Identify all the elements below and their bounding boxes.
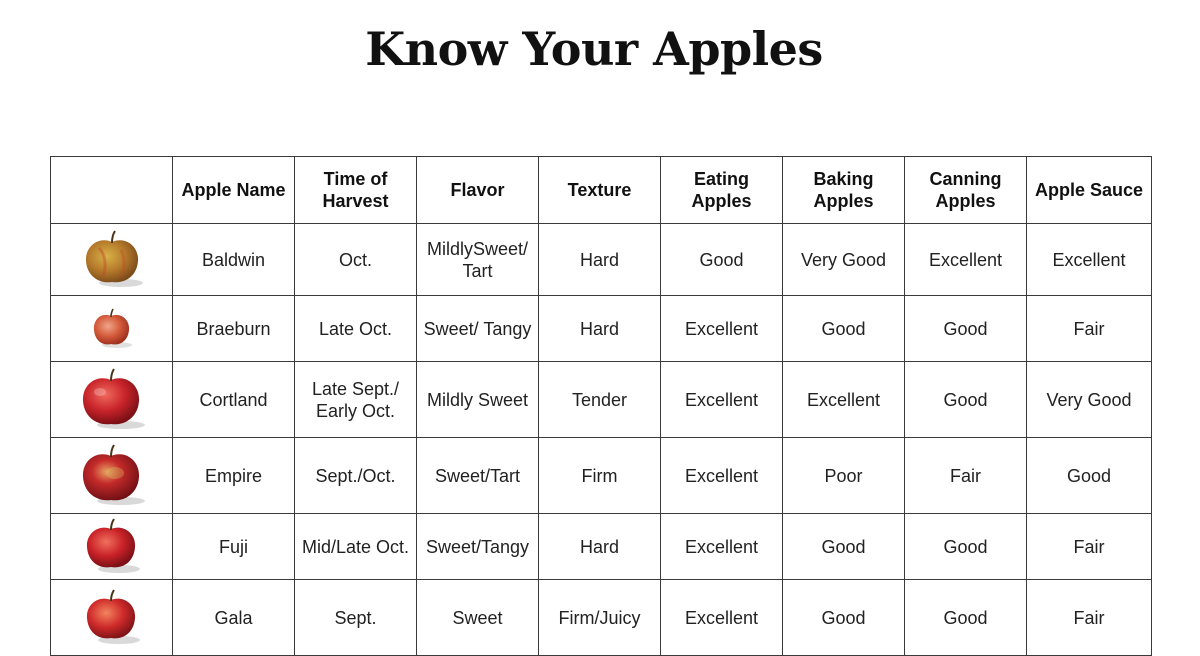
header-apple-name: [173, 157, 295, 224]
canning-cell: Good: [905, 514, 1027, 580]
texture-cell: Firm: [539, 438, 661, 514]
header-line: Apples: [935, 191, 996, 211]
cell-line: Mildly Sweet: [426, 389, 529, 410]
baking-cell: Very Good: [783, 224, 905, 296]
apple-name-cell: Braeburn: [173, 296, 295, 362]
baking-cell: Excellent: [783, 362, 905, 438]
apple-name-cell: Fuji: [173, 514, 295, 580]
flavor-cell: [417, 296, 539, 362]
flavor-cell: [417, 362, 539, 438]
eating-cell: Excellent: [661, 362, 783, 438]
texture-cell: Tender: [539, 362, 661, 438]
header-canning-apples: [905, 157, 1027, 224]
apple-name-cell: Cortland: [173, 362, 295, 438]
flavor-cell: [417, 580, 539, 656]
cell-line: MildlySweet/: [426, 238, 529, 259]
header-time-of-harvest: [295, 157, 417, 224]
cell-line: Sweet/Tart: [434, 465, 521, 486]
apple-image-cell: [51, 362, 173, 438]
header-apple-sauce: [1027, 157, 1152, 224]
harvest-cell: [295, 296, 417, 362]
texture-cell: Firm/Juicy: [539, 580, 661, 656]
baking-cell: Good: [783, 580, 905, 656]
header-line: Apples: [691, 191, 752, 211]
harvest-cell: [295, 224, 417, 296]
sauce-cell: Fair: [1027, 580, 1152, 656]
harvest-cell: [295, 362, 417, 438]
baking-cell: Good: [783, 514, 905, 580]
header-image: [51, 157, 173, 224]
cell-line: Sept./Oct.: [315, 465, 396, 486]
eating-cell: Excellent: [661, 438, 783, 514]
sauce-cell: Fair: [1027, 514, 1152, 580]
cell-line: Sweet/Tangy: [425, 536, 530, 557]
harvest-cell: [295, 438, 417, 514]
apple-fuji-icon: [79, 517, 145, 577]
table-row: [51, 224, 1152, 296]
eating-cell: Excellent: [661, 296, 783, 362]
cell-line: Sweet/ Tangy: [423, 318, 532, 339]
header-line: Flavor: [450, 180, 505, 200]
texture-cell: Hard: [539, 514, 661, 580]
baking-cell: Good: [783, 296, 905, 362]
page-title: Know Your Apples: [365, 22, 823, 76]
texture-cell: Hard: [539, 224, 661, 296]
header-texture: [539, 157, 661, 224]
header-eating-apples: [661, 157, 783, 224]
apple-image-cell: [51, 438, 173, 514]
table-row: [51, 296, 1152, 362]
apple-table: [50, 156, 1152, 656]
apple-image-cell: [51, 514, 173, 580]
flavor-cell: [417, 438, 539, 514]
flavor-cell: [417, 224, 539, 296]
apple-braeburn-icon: [87, 307, 137, 351]
apple-empire-icon: [75, 443, 149, 509]
header-flavor: [417, 157, 539, 224]
apple-image-cell: [51, 296, 173, 362]
harvest-cell: [295, 514, 417, 580]
harvest-cell: [295, 580, 417, 656]
apple-image-cell: [51, 224, 173, 296]
table-header-row: [51, 157, 1152, 224]
apple-name-cell: Baldwin: [173, 224, 295, 296]
cell-line: Sept.: [334, 607, 377, 628]
cell-line: Oct.: [338, 249, 372, 270]
cell-line: Late Oct.: [318, 318, 393, 339]
eating-cell: Excellent: [661, 580, 783, 656]
canning-cell: Good: [905, 296, 1027, 362]
header-line: Apple Name: [181, 180, 286, 200]
sauce-cell: Fair: [1027, 296, 1152, 362]
header-line: Baking: [813, 169, 874, 189]
header-line: Canning: [929, 169, 1002, 189]
cell-line: Tart: [462, 260, 493, 281]
cell-line: Mid/Late Oct.: [301, 536, 410, 557]
header-line: Time of: [323, 169, 388, 189]
header-line: Texture: [567, 180, 632, 200]
apple-name-cell: Empire: [173, 438, 295, 514]
apple-table-container: [50, 156, 1151, 656]
sauce-cell: Very Good: [1027, 362, 1152, 438]
apple-baldwin-icon: [77, 228, 147, 292]
canning-cell: Good: [905, 362, 1027, 438]
cell-line: Sweet: [452, 607, 503, 628]
table-row: [51, 362, 1152, 438]
eating-cell: Good: [661, 224, 783, 296]
flavor-cell: [417, 514, 539, 580]
header-baking-apples: [783, 157, 905, 224]
header-line: Eating: [693, 169, 749, 189]
texture-cell: Hard: [539, 296, 661, 362]
cell-line: Late Sept./: [311, 378, 400, 399]
header-line: Apples: [813, 191, 874, 211]
baking-cell: Poor: [783, 438, 905, 514]
header-line: Apple Sauce: [1034, 180, 1144, 200]
sauce-cell: Excellent: [1027, 224, 1152, 296]
cell-line: Early Oct.: [315, 400, 395, 421]
apple-name-cell: Gala: [173, 580, 295, 656]
eating-cell: Excellent: [661, 514, 783, 580]
canning-cell: Excellent: [905, 224, 1027, 296]
table-row: [51, 514, 1152, 580]
table-row: [51, 438, 1152, 514]
apple-gala-icon: [79, 588, 145, 648]
canning-cell: Fair: [905, 438, 1027, 514]
header-line: Harvest: [322, 191, 389, 211]
table-row: [51, 580, 1152, 656]
apple-image-cell: [51, 580, 173, 656]
sauce-cell: Good: [1027, 438, 1152, 514]
canning-cell: Good: [905, 580, 1027, 656]
apple-cortland-icon: [75, 366, 149, 434]
